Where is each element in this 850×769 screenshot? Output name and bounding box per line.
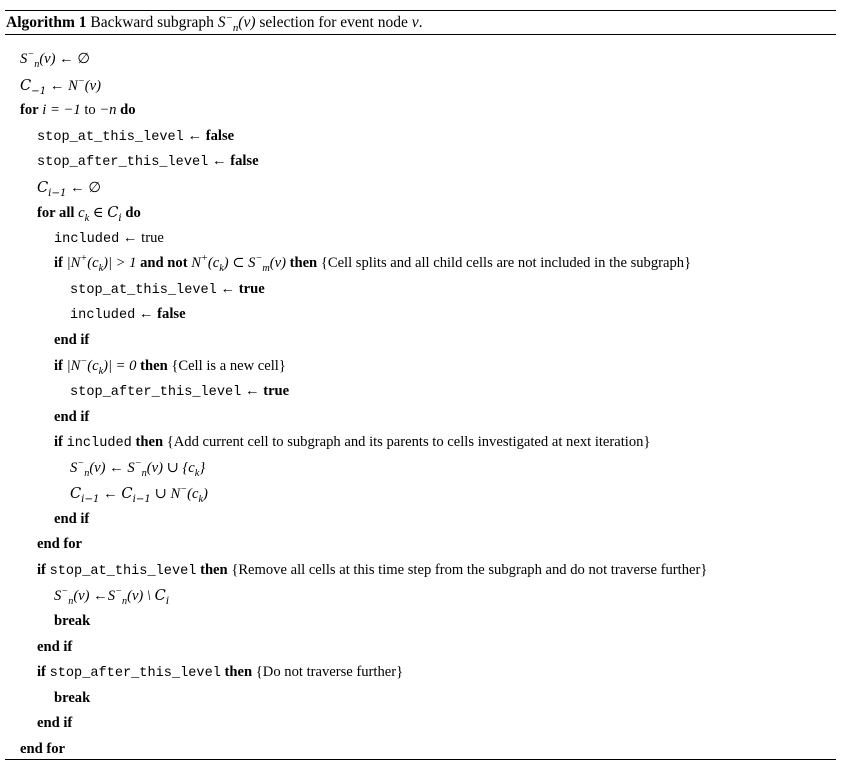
keyword-end-for: end for — [37, 536, 82, 553]
line-if-splits — [5, 251, 836, 277]
arrow: ← — [93, 588, 108, 605]
math: $S^-_n(v)$ — [54, 586, 90, 608]
math: $C_{i-1}$ ∪ $N^-(c_k)$ — [121, 484, 208, 506]
line-add-parents — [5, 481, 836, 507]
keyword-for-all: for all — [37, 205, 75, 222]
math: $|N^+(c_k)| > 1$ — [66, 253, 137, 275]
var-stop-at: stop_at_this_level — [70, 282, 217, 298]
arrow: ← — [70, 179, 85, 196]
keyword-if: if — [54, 434, 63, 451]
algorithm-title — [5, 11, 836, 34]
keyword-do: do — [125, 205, 141, 222]
line-set-included-false — [5, 302, 836, 328]
arrow: ← — [122, 229, 138, 246]
keyword-if: if — [37, 664, 46, 681]
line-set-stop-at-true — [5, 277, 836, 303]
keyword-true: true — [238, 280, 265, 297]
math: $C_{i-1}$ — [70, 485, 100, 506]
keyword-then: then — [200, 561, 228, 578]
math: $S^-_n(v)$ — [20, 49, 56, 70]
keyword-if: if — [54, 255, 63, 272]
var-stop-after: stop_after_this_level — [49, 666, 221, 682]
line-for-loop — [5, 98, 836, 124]
math: −n — [99, 102, 117, 119]
math: $S^-_n(v)$ \ $C_i$ — [107, 586, 170, 608]
keyword-if: if — [54, 357, 63, 374]
var-stop-at: stop_at_this_level — [37, 129, 184, 145]
title-text-after: selection for event node — [259, 14, 408, 31]
keyword-true: true — [263, 383, 290, 400]
line-end-if — [5, 328, 836, 354]
keyword-then: then — [135, 434, 164, 451]
math: N−(v) — [68, 75, 101, 94]
keyword-do: do — [120, 102, 136, 119]
line-end-if — [5, 507, 836, 533]
line-init-cells — [5, 73, 836, 99]
keyword-end-if: end if — [37, 638, 73, 655]
line-break — [5, 686, 836, 712]
line-if-new-cell — [5, 354, 836, 380]
line-init-subgraph — [5, 47, 836, 73]
keyword-end-for: end for — [20, 740, 65, 757]
math: $S^-_n(v)$ — [70, 457, 106, 479]
var-stop-after: stop_after_this_level — [37, 155, 209, 171]
keyword-end-if: end if — [54, 332, 90, 349]
keyword-to: to — [84, 102, 96, 119]
math: $S^-_n(v)$ ∪ $\{c_k\}$ — [127, 457, 206, 479]
line-end-if — [5, 635, 836, 661]
var-stop-at: stop_at_this_level — [49, 563, 197, 579]
math: $C_{-1}$ — [20, 76, 47, 97]
title-node-var: v — [411, 14, 419, 31]
var-stop-after: stop_after_this_level — [70, 385, 242, 401]
value-true: true — [141, 229, 164, 246]
arrow: ← — [220, 280, 236, 297]
comment-add-cell: {Add current cell to subgraph and its parents to cells investigated at next iteration} — [166, 434, 651, 451]
math: $N^+(c_k)$ ⊂ $S^-_m(v)$ — [191, 253, 286, 275]
math: $c_k$ ∈ $C_i$ — [78, 204, 122, 225]
arrow: ← — [109, 459, 124, 476]
line-remove-cells — [5, 583, 836, 609]
comment-cell-splits: {Cell splits and all child cells are not included in the subgraph} — [320, 255, 692, 272]
keyword-false: false — [230, 153, 259, 170]
title-text-before: Backward subgraph — [90, 14, 214, 31]
line-set-stop-at — [5, 124, 836, 150]
math: i = −1 — [42, 102, 81, 119]
keyword-and-not: and not — [140, 255, 188, 272]
arrow: ← — [187, 127, 203, 144]
math: ∅ — [88, 179, 102, 196]
keyword-if: if — [37, 561, 46, 578]
line-end-if — [5, 711, 836, 737]
line-if-included — [5, 430, 836, 456]
comment-no-traverse: {Do not traverse further} — [255, 664, 404, 681]
keyword-end-if: end if — [54, 510, 90, 527]
math: $C_{i-1}$ — [37, 178, 67, 199]
line-break — [5, 609, 836, 635]
bottom-rule — [5, 759, 836, 760]
keyword-break: break — [54, 613, 91, 630]
line-set-included — [5, 226, 836, 252]
keyword-end-if: end if — [37, 715, 73, 732]
keyword-break: break — [54, 689, 91, 706]
line-set-stop-after — [5, 149, 836, 175]
arrow: ← — [49, 77, 65, 94]
var-included: included — [70, 308, 136, 324]
keyword-false: false — [157, 306, 186, 323]
line-set-stop-after-true — [5, 379, 836, 405]
comment-new-cell: {Cell is a new cell} — [171, 357, 286, 374]
arrow: ← — [244, 383, 260, 400]
keyword-then: then — [289, 255, 318, 272]
var-included: included — [54, 231, 120, 247]
line-end-if — [5, 405, 836, 431]
math: $|N^-(c_k)| = 0$ — [66, 355, 137, 377]
arrow: ← — [211, 153, 227, 170]
line-if-stop-at — [5, 558, 836, 584]
line-add-to-subgraph — [5, 456, 836, 482]
comment-remove-cells: {Remove all cells at this time step from the subgraph and do not traverse further} — [231, 561, 708, 578]
line-end-for — [5, 532, 836, 558]
math: ∅ — [77, 51, 91, 67]
keyword-end-if: end if — [54, 408, 90, 425]
algorithm-body — [5, 35, 836, 760]
algorithm-label: Algorithm 1 — [6, 14, 87, 31]
arrow: ← — [138, 306, 154, 323]
line-for-all — [5, 200, 836, 226]
keyword-then: then — [224, 664, 253, 681]
title-math-subgraph: $S^-_n(v)$ — [217, 11, 256, 35]
title-end: . — [418, 14, 423, 31]
keyword-false: false — [205, 127, 235, 144]
arrow: ← — [103, 486, 118, 503]
keyword-for: for — [20, 102, 39, 119]
var-included: included — [66, 436, 132, 452]
algorithm-box — [5, 10, 836, 760]
line-if-stop-after — [5, 660, 836, 686]
keyword-then: then — [140, 357, 168, 374]
line-init-next-cells — [5, 175, 836, 201]
arrow: ← — [59, 51, 74, 67]
